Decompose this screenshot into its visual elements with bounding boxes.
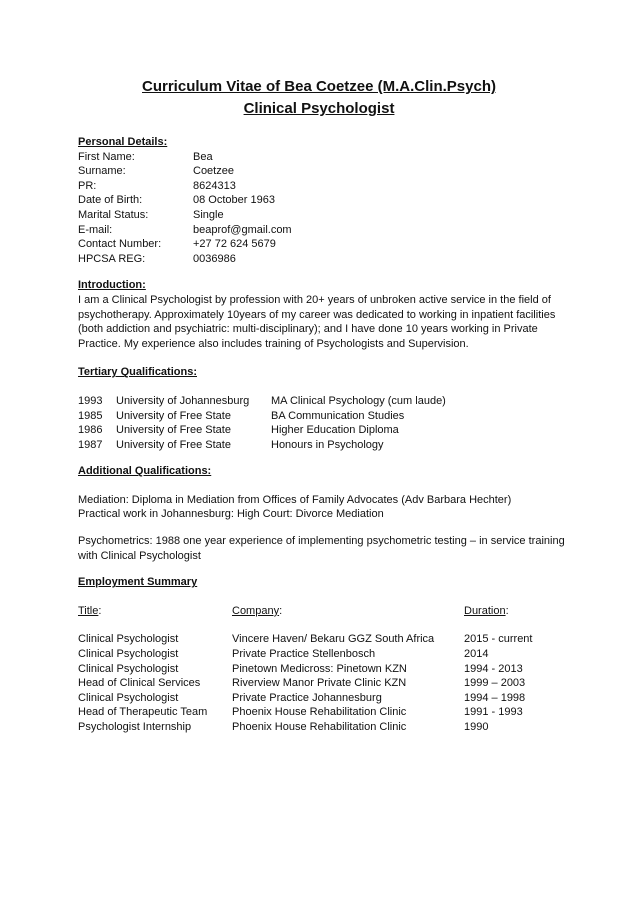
personal-label: PR: (78, 179, 97, 192)
colon: : (505, 604, 509, 617)
duration: 2015 - current (464, 633, 533, 646)
document-title: Curriculum Vitae of Bea Coetzee (M.A.Clin.Psych) (142, 78, 496, 95)
document-subtitle: Clinical Psychologist (243, 100, 395, 117)
tertiary-heading: Tertiary Qualifications: (78, 366, 197, 379)
personal-details-list (78, 150, 578, 267)
employment-heading: Employment Summary (78, 576, 198, 589)
employment-row (78, 720, 578, 735)
qualification-institution: University of Johannesburg (116, 394, 250, 407)
company: Phoenix House Rehabilitation Clinic (232, 721, 407, 733)
introduction-heading: Introduction: (78, 279, 146, 292)
duration: 1999 – 2003 (464, 677, 526, 690)
column-header-duration-text: Duration (464, 604, 506, 617)
practical-work-line: Practical work in Johannesburg: High Court: Divorce Mediation (78, 508, 384, 521)
qualification-degree: BA Communication Studies (271, 409, 405, 422)
qualification-institution: University of Free State (116, 438, 231, 451)
colon: : (98, 604, 102, 617)
colon: : (279, 604, 283, 617)
job-title: Head of Therapeutic Team (78, 706, 208, 719)
personal-value: 08 October 1963 (193, 194, 275, 207)
qualification-degree: MA Clinical Psychology (cum laude) (271, 394, 446, 407)
company: Riverview Manor Private Clinic KZN (232, 677, 407, 690)
personal-label: E-mail: (78, 223, 113, 236)
duration: 1994 – 1998 (464, 691, 526, 704)
job-title: Clinical Psychologist (78, 691, 179, 704)
personal-label: Date of Birth: (78, 194, 143, 207)
employment-table (78, 604, 578, 735)
personal-row (78, 150, 578, 165)
company: Pinetown Medicross: Pinetown KZN (232, 662, 407, 675)
personal-row (78, 252, 578, 267)
personal-row (78, 237, 578, 252)
employment-row (78, 662, 578, 677)
duration: 2014 (464, 648, 489, 661)
mediation-line: Mediation: Diploma in Mediation from Offices of Family Advocates (Adv Barbara Hechter) (78, 493, 512, 506)
job-title: Psychologist Internship (78, 721, 192, 733)
personal-label: HPCSA REG: (78, 252, 146, 265)
employment-row (78, 691, 578, 706)
company: Phoenix House Rehabilitation Clinic (232, 706, 407, 719)
personal-value: 8624313 (193, 179, 236, 192)
qualification-row (78, 394, 578, 409)
company: Private Practice Johannesburg (232, 691, 382, 704)
qualification-institution: University of Free State (116, 409, 231, 422)
personal-value: Single (193, 208, 224, 221)
personal-row (78, 193, 578, 208)
personal-row (78, 208, 578, 223)
personal-value: Bea (193, 150, 213, 163)
job-title: Head of Clinical Services (78, 677, 201, 690)
cv-content (78, 135, 578, 735)
employment-row (78, 647, 578, 662)
qualification-year: 1987 (78, 438, 103, 451)
personal-details-heading: Personal Details: (78, 136, 168, 148)
employment-row (78, 705, 578, 720)
personal-value: Coetzee (193, 165, 234, 178)
personal-row (78, 164, 578, 179)
duration: 1994 - 2013 (464, 662, 523, 675)
qualification-year: 1985 (78, 409, 103, 422)
phone-value: +27 72 624 5679 (193, 238, 276, 251)
qualification-degree: Higher Education Diploma (271, 424, 399, 437)
personal-row (78, 179, 578, 194)
column-header-duration (464, 604, 574, 619)
personal-label: Marital Status: (78, 208, 149, 221)
duration: 1990 (464, 721, 489, 733)
personal-value: 0036986 (193, 252, 236, 265)
employment-header-row (78, 604, 578, 619)
column-header-company-text: Company (232, 604, 280, 617)
column-header-title (78, 604, 232, 619)
qualification-degree: Honours in Psychology (271, 438, 384, 451)
qualification-row (78, 409, 578, 424)
company: Vincere Haven/ Bekaru GGZ South Africa (232, 633, 435, 646)
personal-label: Contact Number: (78, 238, 162, 251)
personal-row (78, 223, 578, 238)
personal-label: Surname: (78, 165, 126, 178)
employment-row (78, 632, 578, 647)
email-value: beaprof@gmail.com (193, 223, 292, 236)
qualification-row (78, 438, 578, 453)
qualification-institution: University of Free State (116, 424, 231, 437)
company: Private Practice Stellenbosch (232, 648, 376, 661)
tertiary-list (78, 394, 578, 452)
qualification-year: 1993 (78, 394, 103, 407)
employment-row (78, 676, 578, 691)
introduction-text: I am a Clinical Psychologist by profession with 20+ years of unbroken active service in the field of psychotherapy. Approximately 10years of my career was dedicated to working in inpatient facilities (both addiction and psychiatric: multi-disciplinary); and I have done 10 years working in Private Practice. My experience also includes training of Psychologists and Supervision. (78, 293, 556, 350)
duration: 1991 - 1993 (464, 706, 523, 719)
personal-label: First Name: (78, 150, 135, 163)
job-title: Clinical Psychologist (78, 633, 179, 646)
additional-heading: Additional Qualifications: (78, 465, 212, 478)
column-header-company (232, 604, 464, 619)
psychometrics-text: Psychometrics: 1988 one year experience of implementing psychometric testing – in service training with Clinical Psychologist (78, 535, 565, 562)
job-title: Clinical Psychologist (78, 662, 179, 675)
column-header-title-text: Title (78, 604, 99, 617)
job-title: Clinical Psychologist (78, 648, 179, 661)
qualification-year: 1986 (78, 424, 103, 437)
qualification-row (78, 423, 578, 438)
